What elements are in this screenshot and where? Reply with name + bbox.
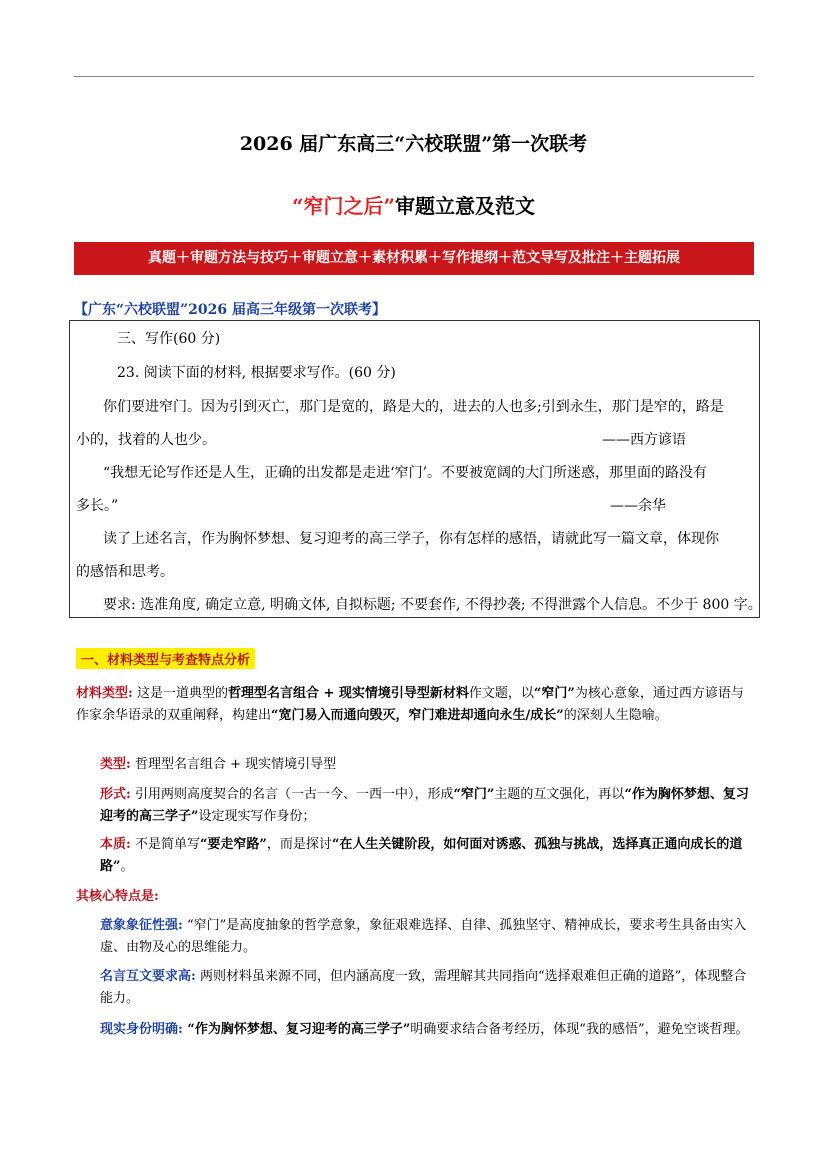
content-banner: 真题＋审题方法与技巧＋审题立意＋素材积累＋写作提纲＋范文导写及批注＋主题拓展 (74, 242, 754, 275)
feature-identity: 现实身份明确: “作为胸怀梦想、复习迎考的高三学子”明确要求结合备考经历，体现“我的感悟”，避免空谈哲理。 (100, 1022, 749, 1037)
material-type-label: 材料类型: (76, 686, 133, 701)
essence-paragraph: 本质: 不是简单写“要走窄路”，而是探讨“在人生关键阶段，如何面对诱惑、孤独与挑战，选择真正通向成长的道路”。 (100, 837, 743, 874)
form-label: 形式: (100, 787, 131, 802)
feature2-label: 名言互文要求高: (100, 969, 196, 984)
kind-label: 类型: (100, 757, 131, 772)
exam-title: 2026 届广东高三“六校联盟”第一次联考 (239, 133, 588, 155)
feature-imagery: 意象象征性强: “窄门”是高度抽象的哲学意象，象征艰难选择、自律、孤独坚守、精神成长，要求考生具备由实入虚、由物及心的思维能力。 (100, 918, 747, 955)
quote2-source: ——余华 (610, 498, 666, 514)
quote2-line2: 多长。” (76, 498, 119, 514)
essay-title (0, 190, 827, 219)
essay-title-highlight: “窄门之后” (291, 194, 395, 218)
exam-question-box (69, 320, 760, 618)
essay-title-rest: 审题立意及范文 (395, 194, 535, 218)
kind-paragraph: 类型: 哲理型名言组合 + 现实情境引导型 (100, 757, 337, 772)
feature1-label: 意象象征性强: (100, 918, 183, 933)
feature3-label: 现实身份明确: (100, 1022, 183, 1037)
exam-source-heading: 【广东“六校联盟”2026 届高三年级第一次联考】 (74, 302, 386, 318)
quote1-line2: 小的，找着的人也少。 (76, 432, 216, 448)
quote2-line1: “我想无论写作还是人生，正确的出发都是走进‘窄门’。不要被宽阔的大门所迷惑，那里面的路没有 (103, 465, 708, 481)
essence-label: 本质: (100, 837, 131, 852)
quote1-line1: 你们要进窄门。因为引到灭亡，那门是宽的，路是大的，进去的人也多;引到永生，那门是窄的，路是 (103, 399, 724, 415)
exam-question: 23. 阅读下面的材料, 根据要求写作。(60 分) (117, 365, 396, 381)
feature-intertext: 名言互文要求高: 两则材料虽来源不同，但内涵高度一致，需理解其共同指向“选择艰难但正确的道路”，体现整合能力。 (100, 969, 747, 1006)
header-rule (74, 76, 754, 77)
section1-heading: 一、材料类型与考查特点分析 (76, 648, 255, 669)
exam-section: 三、写作(60 分) (117, 331, 221, 347)
task-line1: 读了上述名言，作为胸怀梦想、复习迎考的高三学子，你有怎样的感悟，请就此写一篇文章，体现你 (103, 531, 719, 547)
core-features-heading: 其核心特点是: (76, 889, 159, 904)
form-paragraph: 形式: 引用两则高度契合的名言（一古一今、一西一中），形成“窄门”主题的互文强化，再以“作为胸怀梦想、复习迎考的高三学子”设定现实写作身份； (100, 787, 749, 824)
quote1-source: ——西方谚语 (602, 432, 686, 448)
material-type-paragraph: 材料类型: 这是一道典型的哲理型名言组合 + 现实情境引导型新材料作文题，以“窄门”为核心意象，通过西方谚语与作家余华语录的双重阐释，构建出“宽门易入而通向毁灭，窄门难进却通向永生/成长”的深刻人生隐喻。 (76, 686, 744, 723)
task-line2: 的感悟和思考。 (76, 564, 174, 580)
requirement: 要求: 选准角度, 确定立意, 明确文体, 自拟标题; 不要套作, 不得抄袭; 不得泄露个人信息。不少于 800 字。 (103, 597, 762, 613)
